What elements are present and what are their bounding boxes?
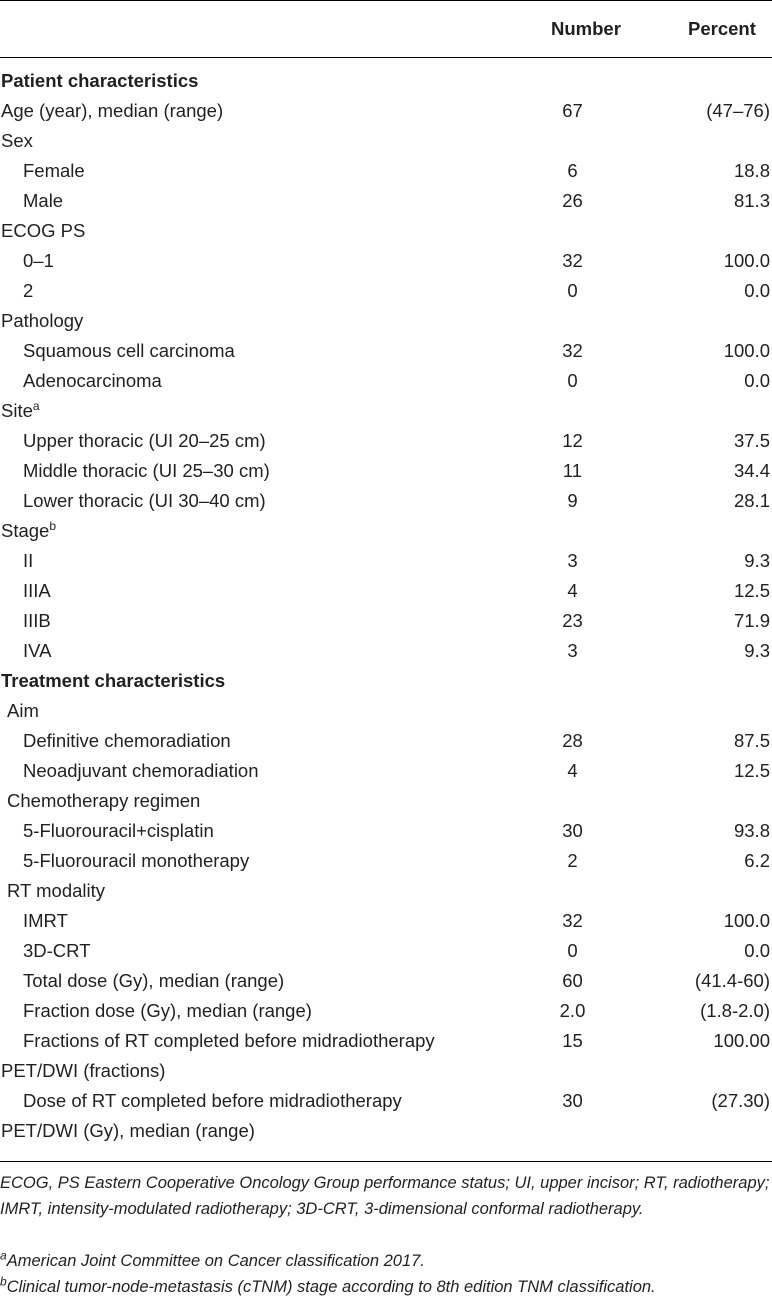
row-percent: (41.4-60) (694, 970, 770, 991)
row-label-text: Total dose (Gy), median (range) (23, 970, 285, 991)
row-number: 32 (562, 910, 583, 931)
footnote-a (0, 1248, 772, 1274)
row-number: 4 (567, 580, 578, 601)
row-label (23, 996, 312, 1026)
table-row (0, 636, 772, 666)
table-row (0, 546, 772, 576)
row-label (23, 366, 162, 396)
row-label (23, 486, 266, 516)
row-label-text: ECOG PS (1, 220, 86, 241)
row-label (1, 516, 56, 546)
table-row (0, 966, 772, 996)
footnote-marker: a (32, 398, 40, 413)
row-percent: 81.3 (733, 190, 770, 211)
table-row (0, 486, 772, 516)
row-label (23, 906, 68, 936)
row-label-text: Male (23, 190, 64, 211)
row-number: 2 (567, 850, 578, 871)
row-label (7, 876, 105, 906)
row-label-text: Lower thoracic (UI 30–40 cm) (23, 490, 266, 511)
footnote-b-marker: b (0, 1274, 7, 1289)
row-number: 3 (567, 640, 578, 661)
row-label (7, 786, 200, 816)
bottom-rule (0, 1161, 772, 1162)
row-number: 11 (562, 460, 583, 481)
row-percent: (27.30) (711, 1090, 770, 1111)
table-row (0, 846, 772, 876)
row-number: 26 (562, 190, 583, 211)
table-row (0, 936, 772, 966)
row-percent: 100.00 (713, 1030, 770, 1051)
row-label (1, 126, 33, 156)
row-number: 32 (562, 250, 583, 271)
row-label (23, 966, 284, 996)
row-percent: 100.0 (723, 910, 770, 931)
row-percent: (1.8-2.0) (700, 1000, 770, 1021)
row-label-text: Fraction dose (Gy), median (range) (23, 1000, 312, 1021)
table-row (0, 906, 772, 936)
row-label (1, 96, 223, 126)
row-label (23, 576, 51, 606)
table-row (0, 306, 772, 336)
row-label-text: Patient characteristics (1, 70, 199, 91)
row-label (1, 66, 198, 96)
column-header-number: Number (551, 18, 621, 39)
footnote-b (0, 1274, 772, 1300)
row-label-text: Treatment characteristics (1, 670, 226, 691)
row-percent: 0.0 (744, 280, 770, 301)
row-number: 4 (567, 760, 578, 781)
row-label-text: 5-Fluorouracil+cisplatin (23, 820, 214, 841)
row-label (23, 156, 85, 186)
row-label (23, 846, 249, 876)
row-percent: 0.0 (744, 940, 770, 961)
table-row (0, 816, 772, 846)
row-number: 30 (562, 820, 583, 841)
row-percent: 28.1 (733, 490, 770, 511)
row-percent: 12.5 (733, 760, 770, 781)
row-label-text: Dose of RT completed before midradiotherapy (23, 1090, 402, 1111)
row-label (7, 696, 39, 726)
row-label-text: Squamous cell carcinoma (23, 340, 235, 361)
row-percent: 93.8 (733, 820, 770, 841)
table-row (0, 1086, 772, 1116)
table-row (0, 1056, 772, 1086)
row-number: 28 (562, 730, 583, 751)
footnote-marker: b (49, 518, 57, 533)
row-percent: 9.3 (744, 640, 770, 661)
row-percent: 34.4 (733, 460, 770, 481)
row-number: 15 (562, 1030, 583, 1051)
row-label-text: Site (1, 400, 33, 421)
row-label-text: Female (23, 160, 85, 181)
row-label-text: 3D-CRT (23, 940, 91, 961)
row-label (23, 246, 54, 276)
row-percent: 71.9 (733, 610, 770, 631)
row-label-text: Definitive chemoradiation (23, 730, 231, 751)
table-row (0, 336, 772, 366)
table-row (0, 456, 772, 486)
row-label-text: IIIA (23, 580, 51, 601)
row-label (23, 606, 51, 636)
row-label-text: Age (year), median (range) (1, 100, 224, 121)
row-label-text: IVA (23, 640, 52, 661)
table-row (0, 756, 772, 786)
table-row (0, 606, 772, 636)
row-label-text: IMRT (23, 910, 68, 931)
row-label (23, 336, 235, 366)
row-label (23, 636, 51, 666)
row-label (23, 1026, 435, 1056)
top-rule (0, 0, 772, 1)
row-percent: 87.5 (733, 730, 770, 751)
row-label-text: Aim (7, 700, 39, 721)
row-label-text: Middle thoracic (UI 25–30 cm) (23, 460, 270, 481)
row-label (23, 936, 91, 966)
row-percent: (47–76) (706, 100, 770, 121)
row-label (23, 1086, 402, 1116)
table-row (0, 396, 772, 426)
row-label (23, 816, 214, 846)
row-label-text: RT modality (7, 880, 106, 901)
row-percent: 9.3 (744, 550, 770, 571)
row-label (23, 456, 270, 486)
row-label (23, 756, 259, 786)
row-percent: 100.0 (723, 340, 770, 361)
row-label (1, 396, 40, 426)
column-header-percent: Percent (688, 18, 756, 39)
table-row (0, 426, 772, 456)
row-number: 3 (567, 550, 578, 571)
row-label-text: PET/DWI (Gy), median (range) (1, 1120, 255, 1141)
table-row (0, 1116, 772, 1146)
footnote-abbreviations: ECOG, PS Eastern Cooperative Oncology Group performance status; UI, upper incisor; RT, radiotherapy; IMRT, intensity-modulated radiotherapy; 3D-CRT, 3-dimensional conformal radiotherapy. (0, 1174, 770, 1218)
row-number: 67 (562, 100, 583, 121)
row-percent: 37.5 (733, 430, 770, 451)
table-row (0, 726, 772, 756)
footnote-a-text: American Joint Committee on Cancer classification 2017. (6, 1252, 425, 1270)
row-label (23, 186, 63, 216)
row-label-text: Stage (1, 520, 50, 541)
row-number: 0 (567, 940, 578, 961)
row-number: 6 (567, 160, 578, 181)
row-label (23, 276, 33, 306)
row-number: 0 (567, 280, 578, 301)
table-row (0, 366, 772, 396)
table-row (0, 516, 772, 546)
section-heading-row (0, 666, 772, 696)
row-percent: 6.2 (744, 850, 770, 871)
row-label-text: Sex (1, 130, 33, 151)
row-label-text: Upper thoracic (UI 20–25 cm) (23, 430, 266, 451)
row-label (1, 1056, 165, 1086)
row-label-text: 5-Fluorouracil monotherapy (23, 850, 250, 871)
row-label-text: Neoadjuvant chemoradiation (23, 760, 259, 781)
row-number: 60 (562, 970, 583, 991)
table-row (0, 996, 772, 1026)
row-label-text: PET/DWI (fractions) (1, 1060, 166, 1081)
section-heading-row (0, 66, 772, 96)
row-label-text: IIIB (23, 610, 51, 631)
table-row (0, 576, 772, 606)
table-row (0, 216, 772, 246)
footnote-a-marker: a (0, 1248, 7, 1263)
row-label-text: II (23, 550, 34, 571)
table-row (0, 276, 772, 306)
row-label-text: Adenocarcinoma (23, 370, 162, 391)
footnote-b-text: Clinical tumor-node-metastasis (cTNM) stage according to 8th edition TNM classification. (6, 1278, 656, 1296)
row-percent: 12.5 (733, 580, 770, 601)
row-number: 32 (562, 340, 583, 361)
row-percent: 18.8 (733, 160, 770, 181)
row-label-text: Pathology (1, 310, 84, 331)
row-number: 2.0 (559, 1000, 586, 1021)
table-row (0, 696, 772, 726)
row-label (23, 726, 231, 756)
row-label (1, 1116, 255, 1146)
table-row (0, 876, 772, 906)
table-row (0, 246, 772, 276)
header-rule (0, 57, 772, 58)
row-number: 0 (567, 370, 578, 391)
row-label-text: 0–1 (23, 250, 54, 271)
row-number: 9 (567, 490, 578, 511)
table-row (0, 786, 772, 816)
row-label (1, 306, 83, 336)
row-percent: 100.0 (723, 250, 770, 271)
table-row (0, 186, 772, 216)
row-label-text: Fractions of RT completed before midradiotherapy (23, 1030, 435, 1051)
row-label (23, 546, 33, 576)
row-percent: 0.0 (744, 370, 770, 391)
row-number: 30 (562, 1090, 583, 1111)
row-number: 12 (562, 430, 583, 451)
table-row (0, 1026, 772, 1056)
table-row (0, 96, 772, 126)
table-row (0, 126, 772, 156)
row-label (1, 216, 85, 246)
row-label (23, 426, 266, 456)
row-label-text: 2 (23, 280, 34, 301)
row-label (1, 666, 225, 696)
row-label-text: Chemotherapy regimen (7, 790, 201, 811)
row-number: 23 (562, 610, 583, 631)
table-row (0, 156, 772, 186)
